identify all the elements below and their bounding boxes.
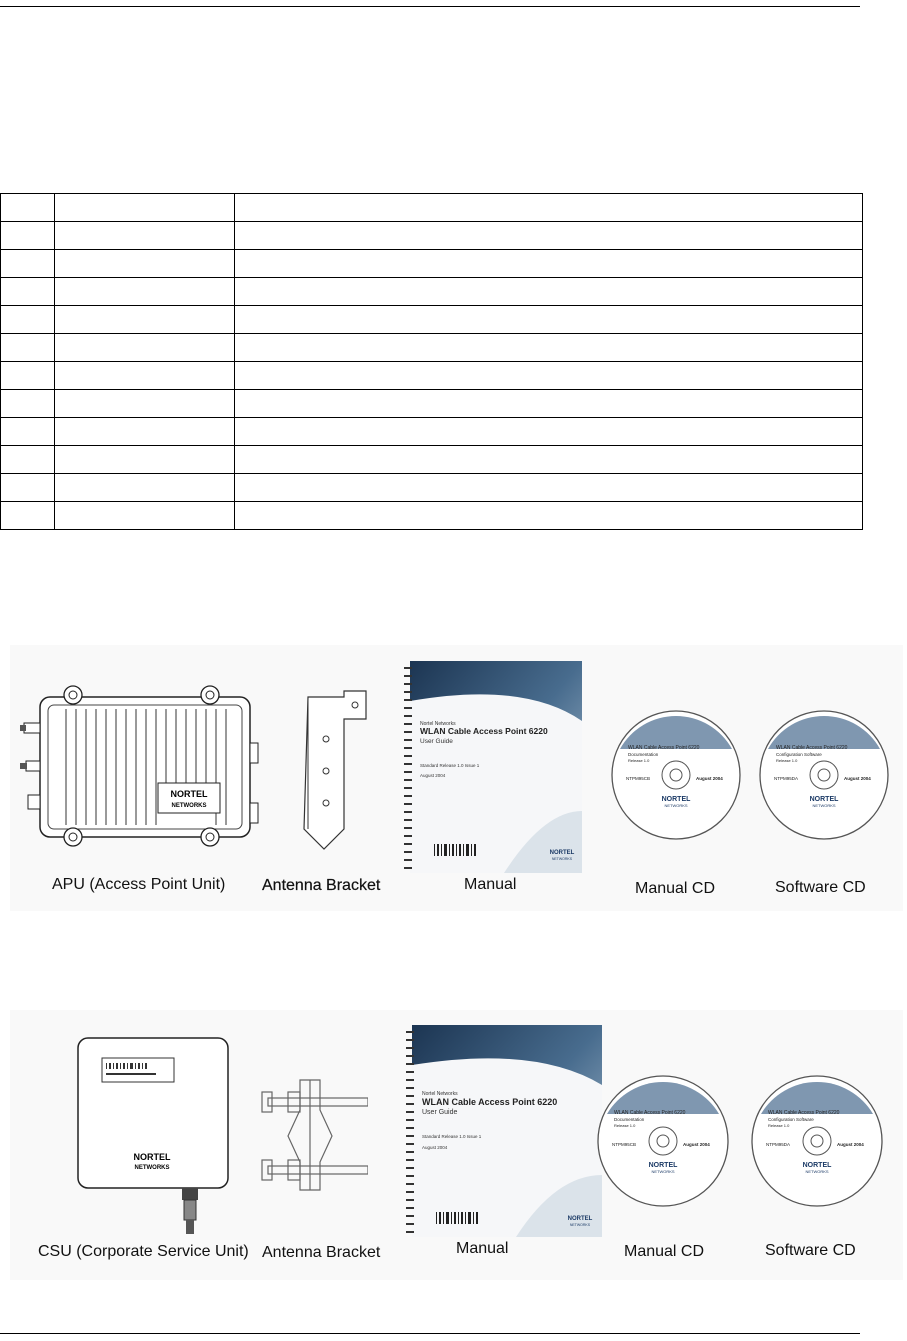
table-row xyxy=(1,278,863,306)
svg-text:Nortel Networks: Nortel Networks xyxy=(422,1091,458,1097)
csu-manual-caption: Manual xyxy=(456,1240,509,1257)
svg-text:Nortel Networks: Nortel Networks xyxy=(420,721,456,727)
svg-text:NORTEL: NORTEL xyxy=(802,1162,832,1169)
table-row xyxy=(1,194,863,222)
table-row xyxy=(1,474,863,502)
svg-text:Release 1.0: Release 1.0 xyxy=(614,1123,636,1128)
csu-bracket-caption: Antenna Bracket xyxy=(262,1244,381,1261)
svg-text:WLAN Cable Access Point 6220: WLAN Cable Access Point 6220 xyxy=(628,745,700,751)
svg-text:NETWORKS: NETWORKS xyxy=(171,803,207,809)
apu-software-cd-caption: Software CD xyxy=(775,879,866,896)
svg-text:NORTEL: NORTEL xyxy=(567,1216,593,1222)
svg-text:NTPM95CB: NTPM95CB xyxy=(612,1142,637,1147)
apu-manual-caption: Manual xyxy=(464,876,517,893)
table-row xyxy=(1,446,863,474)
apu-manual-cd-caption: Manual CD xyxy=(635,880,716,897)
svg-text:NETWORKS: NETWORKS xyxy=(134,1165,170,1171)
table-row xyxy=(1,250,863,278)
svg-text:August 2004: August 2004 xyxy=(683,1142,710,1147)
svg-text:NORTEL: NORTEL xyxy=(549,850,575,856)
apu-manual-cd-image xyxy=(610,709,742,841)
apu-unit-image xyxy=(18,683,268,853)
svg-text:NETWORKS: NETWORKS xyxy=(805,1169,829,1174)
svg-text:Release 1.0: Release 1.0 xyxy=(768,1123,790,1128)
csu-unit-caption: CSU (Corporate Service Unit) xyxy=(38,1243,249,1260)
svg-text:WLAN Cable Access Point 6220: WLAN Cable Access Point 6220 xyxy=(768,1110,840,1116)
svg-text:Configuration Software: Configuration Software xyxy=(768,1117,814,1122)
svg-text:NORTEL: NORTEL xyxy=(661,796,691,803)
svg-text:August 2004: August 2004 xyxy=(696,776,723,781)
svg-text:NTPM95DA: NTPM95DA xyxy=(774,776,799,781)
footer-rule xyxy=(0,1333,860,1334)
apu-bracket-caption: Antenna Bracket xyxy=(262,877,381,894)
table-row xyxy=(1,502,863,530)
header-rule xyxy=(0,6,860,7)
csu-manual-image xyxy=(406,1025,604,1237)
csu-kit-figure xyxy=(10,1010,903,1280)
apu-manual-image xyxy=(404,661,584,873)
svg-text:NETWORKS: NETWORKS xyxy=(812,803,836,808)
svg-text:Documentation: Documentation xyxy=(614,1117,645,1122)
csu-unit-image xyxy=(70,1030,240,1240)
table-row xyxy=(1,222,863,250)
apu-unit-caption: APU (Access Point Unit) xyxy=(52,876,226,893)
apu-software-cd-image xyxy=(758,709,890,841)
apu-kit-figure xyxy=(10,645,903,911)
svg-text:WLAN Cable Access Point 6220: WLAN Cable Access Point 6220 xyxy=(776,745,848,751)
svg-text:NORTEL: NORTEL xyxy=(133,1152,171,1162)
svg-text:NORTEL: NORTEL xyxy=(648,1162,678,1169)
svg-text:NETWORKS: NETWORKS xyxy=(569,1223,591,1227)
svg-text:Configuration Software: Configuration Software xyxy=(776,752,822,757)
table-row xyxy=(1,362,863,390)
apu-antenna-bracket-image xyxy=(294,689,374,854)
svg-text:August 2004: August 2004 xyxy=(837,1142,864,1147)
svg-text:NETWORKS: NETWORKS xyxy=(551,857,573,861)
svg-text:User Guide: User Guide xyxy=(420,738,453,745)
svg-text:NORTEL: NORTEL xyxy=(170,789,208,799)
svg-text:August 2004: August 2004 xyxy=(844,776,871,781)
svg-text:August 2004: August 2004 xyxy=(420,773,446,778)
csu-manual-cd-image xyxy=(596,1074,730,1208)
table-row xyxy=(1,334,863,362)
svg-text:WLAN Cable Access Point 6220: WLAN Cable Access Point 6220 xyxy=(420,726,548,736)
csu-software-cd-image xyxy=(750,1074,884,1208)
svg-text:NTPM95DA: NTPM95DA xyxy=(766,1142,791,1147)
svg-text:NETWORKS: NETWORKS xyxy=(664,803,688,808)
svg-text:WLAN Cable Access Point 6220: WLAN Cable Access Point 6220 xyxy=(422,1097,558,1107)
svg-text:Release 1.0: Release 1.0 xyxy=(628,758,650,763)
svg-text:Release 1.0: Release 1.0 xyxy=(776,758,798,763)
svg-text:Documentation: Documentation xyxy=(628,752,659,757)
svg-text:WLAN Cable Access Point 6220: WLAN Cable Access Point 6220 xyxy=(614,1110,686,1116)
table-row xyxy=(1,418,863,446)
csu-antenna-bracket-image xyxy=(258,1070,368,1200)
csu-software-cd-caption: Software CD xyxy=(765,1242,856,1259)
svg-text:NTPM95CB: NTPM95CB xyxy=(626,776,651,781)
empty-spec-table xyxy=(0,193,863,530)
svg-text:Standard Release 1.0 Issue 1: Standard Release 1.0 Issue 1 xyxy=(422,1134,482,1139)
svg-text:User Guide: User Guide xyxy=(422,1109,458,1116)
svg-text:August 2004: August 2004 xyxy=(422,1145,448,1150)
table-row xyxy=(1,306,863,334)
svg-text:NORTEL: NORTEL xyxy=(809,796,839,803)
csu-manual-cd-caption: Manual CD xyxy=(624,1243,705,1260)
table-row xyxy=(1,390,863,418)
svg-text:Standard Release 1.0 Issue 1: Standard Release 1.0 Issue 1 xyxy=(420,763,480,768)
svg-text:NETWORKS: NETWORKS xyxy=(651,1169,675,1174)
